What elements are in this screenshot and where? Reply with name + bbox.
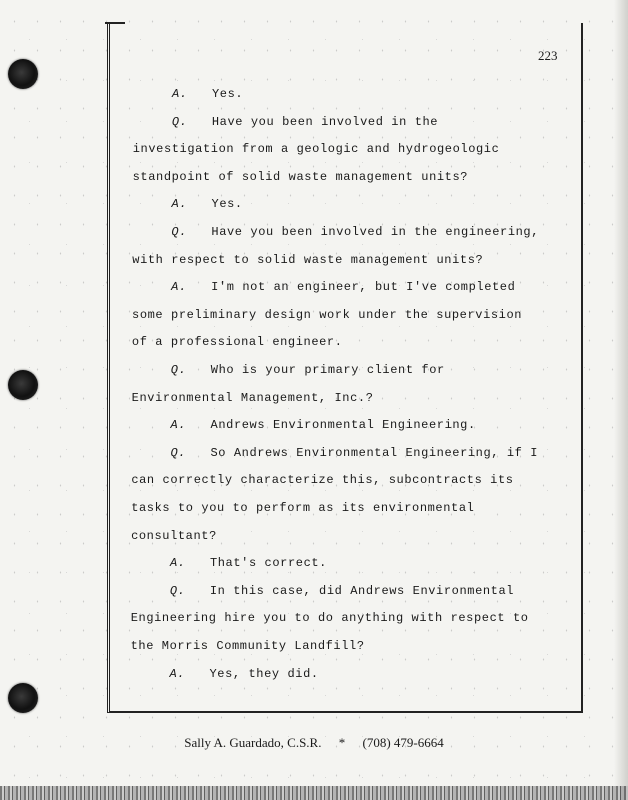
footer-separator: *: [338, 735, 346, 750]
scan-edge-shadow: [614, 0, 628, 800]
line-text: I'm not an engineer, but I've completed: [211, 280, 516, 295]
scan-bottom-band: [0, 786, 628, 800]
line-text: Who is your primary client for: [210, 363, 445, 377]
transcript-line: [133, 170, 468, 184]
line-text: So Andrews Environmental Engineering, if I: [210, 445, 539, 460]
transcript-line: [170, 584, 514, 598]
transcript-line: [132, 253, 483, 267]
speaker-label: A.: [169, 556, 186, 571]
line-text: standpoint of solid waste management units?: [132, 169, 469, 184]
line-text: In this case, did Andrews Environmental: [209, 583, 515, 598]
line-text: investigation from a geologic and hydrogeologic: [132, 142, 500, 157]
transcript-line: [132, 308, 522, 322]
speaker-label: A.: [170, 418, 187, 433]
transcript-line: [133, 142, 500, 156]
line-text: That's correct.: [209, 556, 327, 571]
line-text: the Morris Community Landfill?: [130, 639, 365, 653]
speaker-label: A.: [169, 666, 186, 681]
line-text: Environmental Management, Inc.?: [131, 390, 374, 405]
line-text: Have you been involved in the engineering,: [211, 225, 540, 239]
speaker-label: A.: [171, 197, 188, 212]
line-text: Have you been involved in the: [211, 114, 439, 129]
binder-hole-middle: [8, 370, 38, 400]
transcript-line: [131, 639, 365, 653]
page-number: 223: [538, 48, 558, 63]
line-text: some preliminary design work under the supervision: [132, 307, 523, 322]
transcript-line: [171, 363, 445, 377]
speaker-label: Q.: [171, 225, 187, 239]
speaker-label: A.: [171, 280, 187, 295]
transcript-line: [172, 115, 438, 129]
transcript-line: [132, 391, 374, 405]
speaker-label: A.: [172, 87, 188, 101]
binder-hole-bottom: [8, 683, 38, 713]
transcript-line: [131, 473, 513, 487]
line-text: tasks to you to perform as its environmental: [131, 501, 475, 515]
line-text: Yes.: [211, 197, 243, 212]
reporter-phone: (708) 479-6664: [362, 735, 444, 750]
transcript-line: [171, 418, 476, 432]
transcript-line: [170, 556, 327, 570]
line-text: with respect to solid waste management units?: [132, 252, 484, 267]
speaker-label: Q.: [169, 583, 186, 598]
binder-hole-top: [8, 59, 38, 89]
transcript-line: [172, 87, 243, 101]
transcript-line: [131, 611, 529, 625]
line-text: Yes.: [212, 87, 244, 101]
line-text: of a professional engineer.: [131, 335, 343, 350]
line-text: Yes, they did.: [209, 666, 319, 681]
transcript-line: [170, 446, 538, 460]
transcript-line: [172, 197, 243, 211]
transcript-line: [171, 225, 539, 239]
court-reporter-footer: [0, 735, 628, 751]
transcript-line: [131, 529, 217, 543]
line-text: consultant?: [131, 528, 217, 543]
transcript-line: [131, 501, 474, 515]
speaker-label: Q.: [170, 445, 187, 460]
transcript-line: [132, 335, 343, 349]
speaker-label: Q.: [170, 363, 187, 377]
speaker-label: Q.: [171, 114, 188, 129]
line-text: Engineering hire you to do anything with respect to: [130, 611, 529, 626]
line-text: Andrews Environmental Engineering.: [210, 418, 476, 433]
transcript-line: [171, 280, 515, 294]
transcript-line: [169, 667, 318, 681]
line-text: can correctly characterize this, subcontracts its: [131, 473, 514, 488]
reporter-name: Sally A. Guardado, C.S.R.: [184, 735, 322, 750]
